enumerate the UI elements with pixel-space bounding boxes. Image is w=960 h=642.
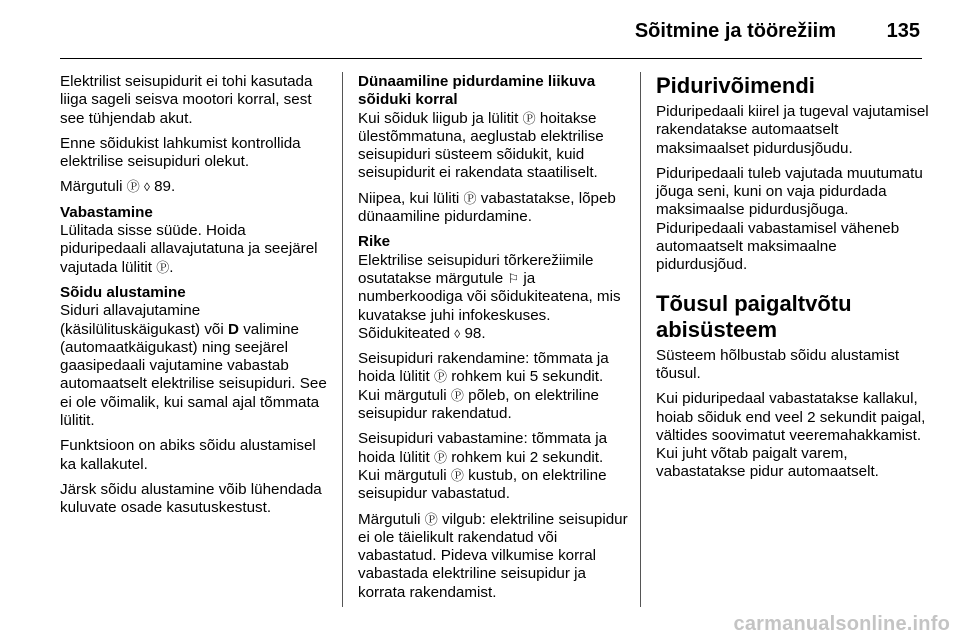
paragraph: Niipea, kui lüliti Ⓟ vabastatakse, lõpeb dünaamiline pidurdamine.: [358, 189, 616, 226]
paragraph: Funktsioon on abiks sõidu alustamisel ka kallakutel.: [60, 437, 316, 473]
parking-brake-icon: Ⓟ: [522, 110, 536, 126]
paragraph: Lülitada sisse süüde. Hoida piduripedaali allavajutatuna ja seejärel vajutada lülitit Ⓟ.: [60, 222, 318, 276]
reference-arrow-icon: ◊: [143, 180, 150, 195]
paragraph: Süsteem hõlbustab sõidu alustamist tõusul.: [656, 346, 900, 382]
parking-brake-icon: Ⓟ: [434, 369, 448, 385]
warning-light-icon: ⚐: [507, 270, 520, 286]
column-3: [656, 73, 932, 489]
parking-brake-icon: Ⓟ: [126, 179, 140, 195]
paragraph: Seisupiduri rakendamine: tõmmata ja hoida lülitit Ⓟ rohkem kui 5 sekundit. Kui märgutuli Ⓟ põleb, on elektriline seisupidur rakendatud.: [358, 350, 609, 423]
section-title: Pidurivõimendi: [656, 73, 815, 98]
paragraph: Märgutuli Ⓟ ◊ 89.: [60, 178, 176, 196]
section-heading: Vabastamine: [60, 203, 153, 221]
paragraph: Kui piduripedaal vabastatakse kallakul, hoiab sõiduk end veel 2 sekundit paigal, vältides soovimatut veeremahakkamist. Kui juht võtab paigalt varem, vabastatakse pidur automaatselt.: [656, 390, 926, 481]
paragraph: Siduri allavajutamine (käsilülituskäigukast) või D valimine (automaatkäigukast) ning seejärel gaasipedaali vajutamine vabastab automaatselt elektrilise seisupiduri. See ei ole võimalik, kui samal ajal tõmmata lülitit.: [60, 302, 327, 430]
paragraph: Kui sõiduk liigub ja lülitit Ⓟ hoitakse ülestõmmatuna, aeglustab elektrilise seisupiduri süsteem sõidukit, kuid seisupidurit ei rakendata staatiliselt.: [358, 109, 604, 182]
page-header: [60, 0, 922, 59]
paragraph: Piduripedaali kiirel ja tugeval vajutamisel rakendatakse automaatselt maksimaalset pidurdusjõudu.: [656, 103, 929, 157]
page-title: Sõitmine ja töörežiim: [634, 20, 836, 42]
page-number: 135: [886, 20, 920, 42]
parking-brake-icon: Ⓟ: [424, 511, 438, 527]
section-heading: Dünaamiline pidurdamine liikuva sõiduki korral: [358, 73, 596, 109]
page-reference-link[interactable]: 89.: [149, 178, 176, 196]
parking-brake-icon: Ⓟ: [450, 387, 464, 403]
column-divider-1: [342, 72, 343, 607]
reference-arrow-icon: ◊: [454, 326, 461, 341]
paragraph: Seisupiduri vabastamine: tõmmata ja hoida lülitit Ⓟ rohkem kui 2 sekundit. Kui märgutuli Ⓟ kustub, on elektriline seisupidur vabastatud.: [358, 430, 608, 503]
paragraph: Elektrilist seisupidurit ei tohi kasutada liiga sageli seisva mootori korral, sest see tühjendab akut.: [60, 73, 313, 127]
column-divider-2: [640, 72, 641, 607]
parking-brake-icon: Ⓟ: [156, 259, 170, 275]
parking-brake-icon: Ⓟ: [463, 190, 477, 206]
paragraph: Märgutuli Ⓟ vilgub: elektriline seisupidur ei ole täielikult rakendatud või vabastatud. Pideva vilkumise korral vabastada elektriline seisupidur ja korrata rakendamist.: [358, 510, 628, 601]
paragraph: Piduripedaali tuleb vajutada muutumatu jõuga seni, kuni on vaja pidurdada maksimaalse pidurdusjõuga. Piduripedaali vabastamisel väheneb automaatselt maksimaalne pidurdusjõud.: [656, 164, 923, 274]
page-reference-link[interactable]: 98.: [460, 324, 486, 342]
parking-brake-icon: Ⓟ: [434, 449, 448, 465]
section-title: Tõusul paigaltvõtu abisüsteem: [656, 290, 852, 342]
paragraph: Elektrilise seisupiduri tõrkerežiimile osutatakse märgutule ⚐ ja numberkoodiga või sõidukiteatena, mis kuvatakse juhi infokeskuses. Sõidukiteated ◊ 98.: [358, 251, 621, 342]
paragraph: Järsk sõidu alustamine võib lühendada kuluvate osade kasutuskestust.: [60, 480, 322, 517]
section-heading: Sõidu alustamine: [60, 283, 186, 301]
column-1: [60, 73, 328, 525]
watermark: carmanualsonline.info: [733, 613, 950, 635]
parking-brake-icon: Ⓟ: [450, 467, 464, 483]
column-2: [358, 73, 628, 609]
paragraph: Enne sõidukist lahkumist kontrollida elektrilise seisupiduri olekut.: [60, 134, 301, 171]
section-heading: Rike: [358, 233, 391, 251]
